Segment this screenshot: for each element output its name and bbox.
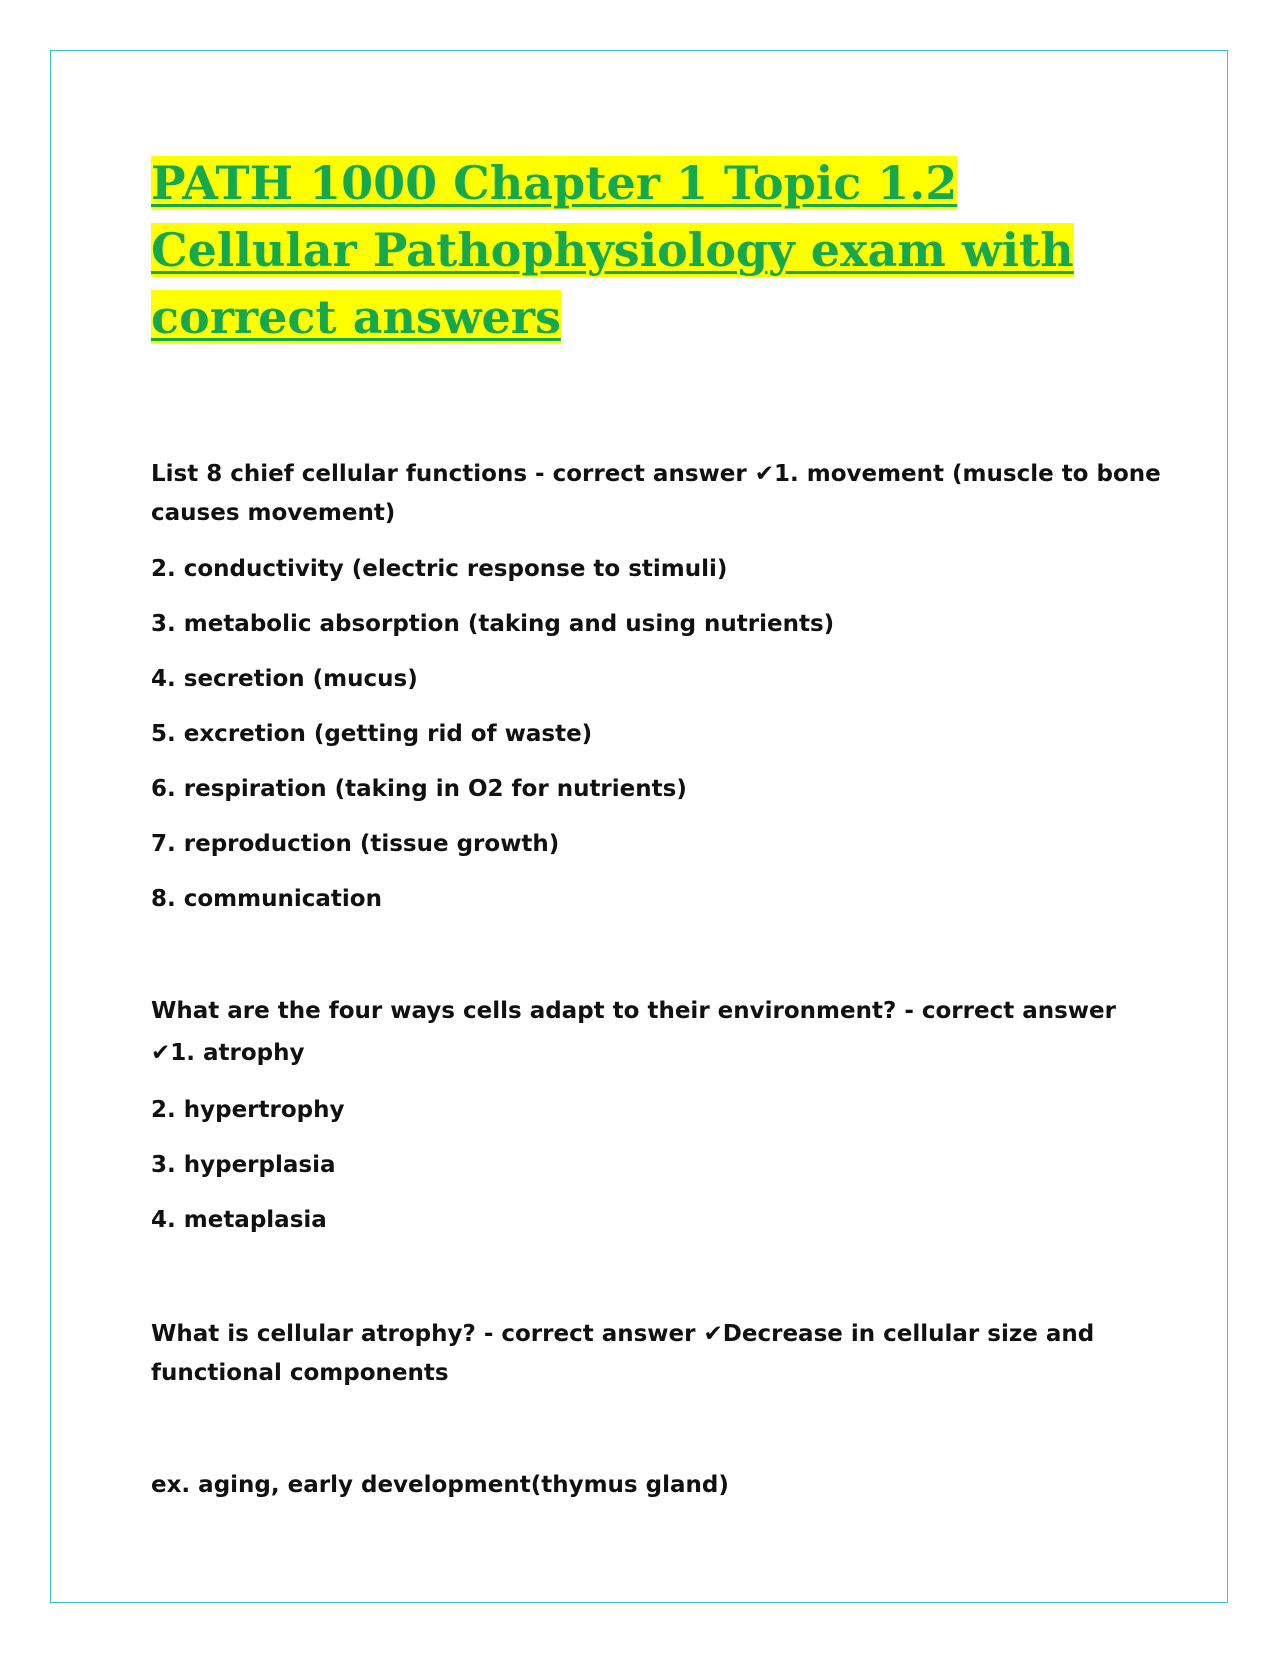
q1-item-5: 5. excretion (getting rid of waste): [151, 721, 593, 747]
q2-line-2: ✔1. atrophy: [151, 1040, 305, 1066]
q1-item-8: 8. communication: [151, 886, 382, 912]
q2-item-4: 4. metaplasia: [151, 1207, 327, 1233]
q1-line-2: causes movement): [151, 500, 396, 526]
q2-item-2: 2. hypertrophy: [151, 1097, 345, 1123]
q1-item-7: 7. reproduction (tissue growth): [151, 831, 560, 857]
q1-line-1: List 8 chief cellular functions - correct answer ✔1. movement (muscle to bone: [151, 461, 1161, 487]
q1-item-6: 6. respiration (taking in O2 for nutrients): [151, 776, 687, 802]
q2-line-1: What are the four ways cells adapt to their environment? - correct answer: [151, 998, 1117, 1024]
q1-item-2: 2. conductivity (electric response to stimuli): [151, 556, 728, 582]
q3-line-1: What is cellular atrophy? - correct answer ✔Decrease in cellular size and: [151, 1321, 1095, 1347]
q3-example: ex. aging, early development(thymus gland): [151, 1472, 729, 1498]
q1-item-4: 4. secretion (mucus): [151, 666, 418, 692]
q2-item-3: 3. hyperplasia: [151, 1152, 336, 1178]
document-title-text: PATH 1000 Chapter 1 Topic 1.2 Cellular Pathophysiology exam with correct answers: [151, 156, 1074, 344]
q1-item-3: 3. metabolic absorption (taking and using nutrients): [151, 611, 835, 637]
document-title: [151, 150, 1151, 351]
q3-line-2: functional components: [151, 1360, 449, 1386]
